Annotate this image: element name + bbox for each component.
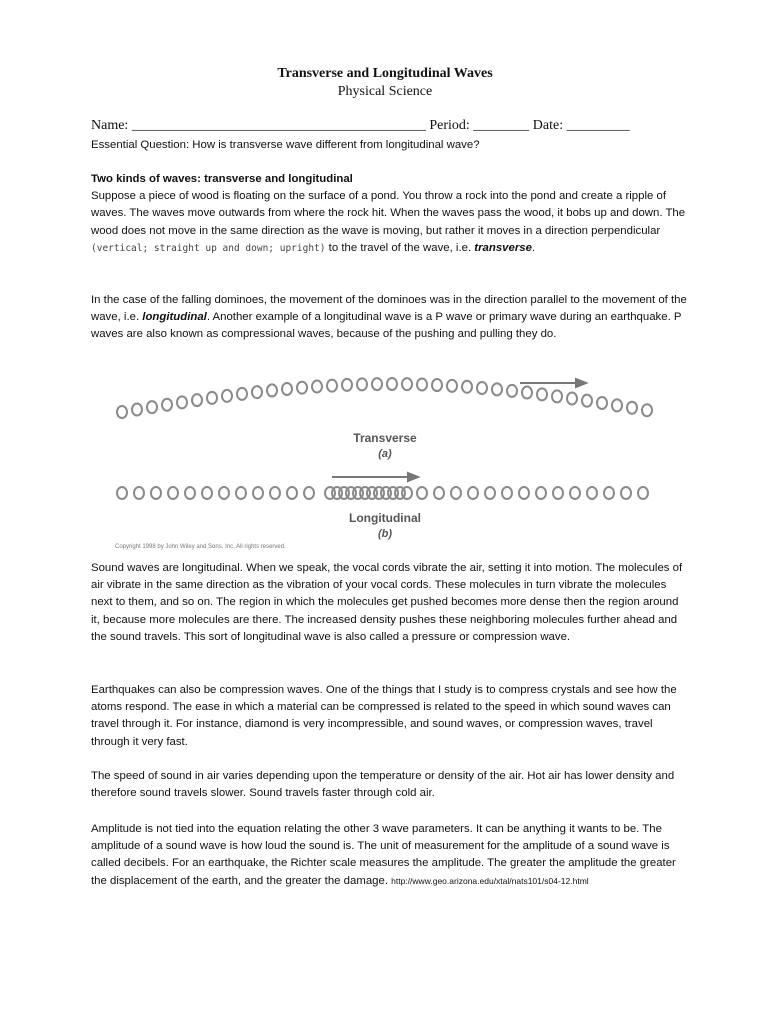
paragraph-earthquakes: Earthquakes can also be compression waves. One of the things that I study is to compress crystals and see how the atoms respond. The ease in which a material can be compressed is related to the speed in which sound waves can travel through it. For instance, diamond is very incompressible, and sound waves, or compression waves, travel through it very fast. xyxy=(91,684,677,748)
longitudinal-arrow xyxy=(332,473,418,481)
spring-coil xyxy=(252,386,262,398)
spring-coil xyxy=(207,392,217,404)
spring-coil xyxy=(417,378,427,390)
spring-coil xyxy=(485,487,495,499)
spring-coil xyxy=(312,381,322,393)
spring-coil xyxy=(237,388,247,400)
spring-coil xyxy=(477,382,487,394)
paragraph-pond: Suppose a piece of wood is floating on the surface of a pond. You throw a rock into the pond and create a ripple of waves. The waves move outwards from where the rock hit. When the waves pass the wood, it bobs up and down. The wood does not move in the same direction as the wave is moving, but rather it moves in a direction perpendicular (vertical; straight up and down; upright) to the travel of the wave, i.e. transverse. xyxy=(91,190,686,254)
spring-coil xyxy=(270,487,280,499)
essential-question: Essential Question: How is transverse wave different from longitudinal wave? xyxy=(91,139,480,151)
spring-coil xyxy=(357,378,367,390)
spring-coil xyxy=(536,487,546,499)
source-url: http://www.geo.arizona.edu/xtal/nats101/s04-12.html xyxy=(391,875,589,886)
paragraph-amplitude: Amplitude is not tied into the equation relating the other 3 wave parameters. It can be anything it wants to be. The amplitude of a sound wave is how loud the sound is. The unit of measurement for the amplitude of a sound wave is called decibels. For an earthquake, the Richter scale measures the amplitude. The greater the amplitude the greater the displacement of the earth, and the greater the damage. http://www.geo.arizona.edu/xtal/nats101/s04-12.html xyxy=(91,823,676,887)
spring-coil xyxy=(522,387,532,399)
spring-coil xyxy=(402,378,412,390)
wave-figure xyxy=(110,362,670,554)
spring-coil xyxy=(253,487,263,499)
longitudinal-wave-spring xyxy=(117,487,648,499)
spring-coil xyxy=(597,397,607,409)
spring-coil xyxy=(304,487,314,499)
spring-coil xyxy=(117,487,127,499)
spring-coil xyxy=(132,404,142,416)
spring-coil xyxy=(287,487,297,499)
spring-coil xyxy=(147,401,157,413)
spring-coil xyxy=(282,383,292,395)
spring-coil xyxy=(134,487,144,499)
spring-coil xyxy=(604,487,614,499)
spring-coil xyxy=(642,404,652,416)
spring-coil xyxy=(151,487,161,499)
spring-coil xyxy=(612,399,622,411)
spring-coil xyxy=(162,399,172,411)
spring-coil xyxy=(507,385,517,397)
date-field: Date: _________ xyxy=(532,118,630,133)
figure-copyright: Copyright 1998 by John Wiley and Sons, Inc. All rights reserved. xyxy=(115,544,286,550)
header-fields xyxy=(91,118,691,134)
name-field: Name: __________________________________________ xyxy=(91,118,426,133)
spring-coil xyxy=(202,487,212,499)
spring-coil xyxy=(267,384,277,396)
spring-coil xyxy=(570,487,580,499)
spring-coil xyxy=(402,487,412,499)
page-subtitle: Physical Science xyxy=(337,84,433,99)
period-field: Period: ________ xyxy=(429,118,530,133)
spring-coil xyxy=(492,383,502,395)
term-longitudinal: longitudinal xyxy=(142,311,207,324)
spring-coil xyxy=(434,487,444,499)
spring-coil xyxy=(552,390,562,402)
spring-coil xyxy=(387,378,397,390)
spring-coil xyxy=(327,380,337,392)
perpendicular-note: (vertical; straight up and down; upright) xyxy=(91,242,326,254)
spring-coil xyxy=(222,390,232,402)
spring-coil xyxy=(587,487,597,499)
transverse-wave-spring xyxy=(117,378,652,418)
spring-coil xyxy=(342,379,352,391)
spring-coil xyxy=(567,392,577,404)
spring-coil xyxy=(432,379,442,391)
section-waves-intro xyxy=(91,171,687,257)
spring-coil xyxy=(468,487,478,499)
spring-coil xyxy=(627,402,637,414)
paragraph-speed-of-sound: The speed of sound in air varies depending upon the temperature or density of the air. Hot air has lower density and therefore sound travels slower. Sound travels faster through cold air. xyxy=(91,770,675,800)
spring-coil xyxy=(192,394,202,406)
paragraph-sound-waves: Sound waves are longitudinal. When we speak, the vocal cords vibrate the air, setting it into motion. The molecules of air vibrate in the same direction as the vibration of your vocal cords. These molecules in turn vibrate the molecules next to them, and so on. The region in which the molecules get pushed becomes more dense then the region around it, because more molecules are there. The increased density pushes these neighboring molecules further ahead and the sound travels. This sort of longitudinal wave is also called a pressure or compression wave. xyxy=(91,562,683,643)
spring-coil xyxy=(447,380,457,392)
spring-coil xyxy=(582,395,592,407)
spring-coil xyxy=(185,487,195,499)
longitudinal-label: Longitudinal xyxy=(349,511,421,525)
spring-coil xyxy=(462,381,472,393)
longitudinal-sublabel: (b) xyxy=(377,528,393,540)
spring-coil xyxy=(621,487,631,499)
term-transverse: transverse xyxy=(474,241,532,254)
spring-coil xyxy=(372,378,382,390)
spring-coil xyxy=(553,487,563,499)
spring-coil xyxy=(519,487,529,499)
spring-coil xyxy=(297,382,307,394)
spring-coil xyxy=(219,487,229,499)
spring-coil xyxy=(168,487,178,499)
transverse-label: Transverse xyxy=(353,431,417,445)
spring-coil xyxy=(451,487,461,499)
spring-coil xyxy=(236,487,246,499)
spring-coil xyxy=(117,406,127,418)
section-heading: Two kinds of waves: transverse and longitudinal xyxy=(91,173,353,185)
spring-coil xyxy=(177,396,187,408)
page-title: Transverse and Longitudinal Waves xyxy=(277,66,493,81)
spring-coil xyxy=(502,487,512,499)
spring-coil xyxy=(417,487,427,499)
transverse-sublabel: (a) xyxy=(378,448,392,460)
transverse-arrow xyxy=(520,379,586,387)
spring-coil xyxy=(537,388,547,400)
paragraph-dominoes: In the case of the falling dominoes, the movement of the dominoes was in the direction parallel to the movement of the wave, i.e. longitudinal. Another example of a longitudinal wave is a P wave or primary wave during an earthquake. P waves are also known as compressional waves, because of the pushing and pulling they do. xyxy=(91,294,687,341)
spring-coil xyxy=(638,487,648,499)
